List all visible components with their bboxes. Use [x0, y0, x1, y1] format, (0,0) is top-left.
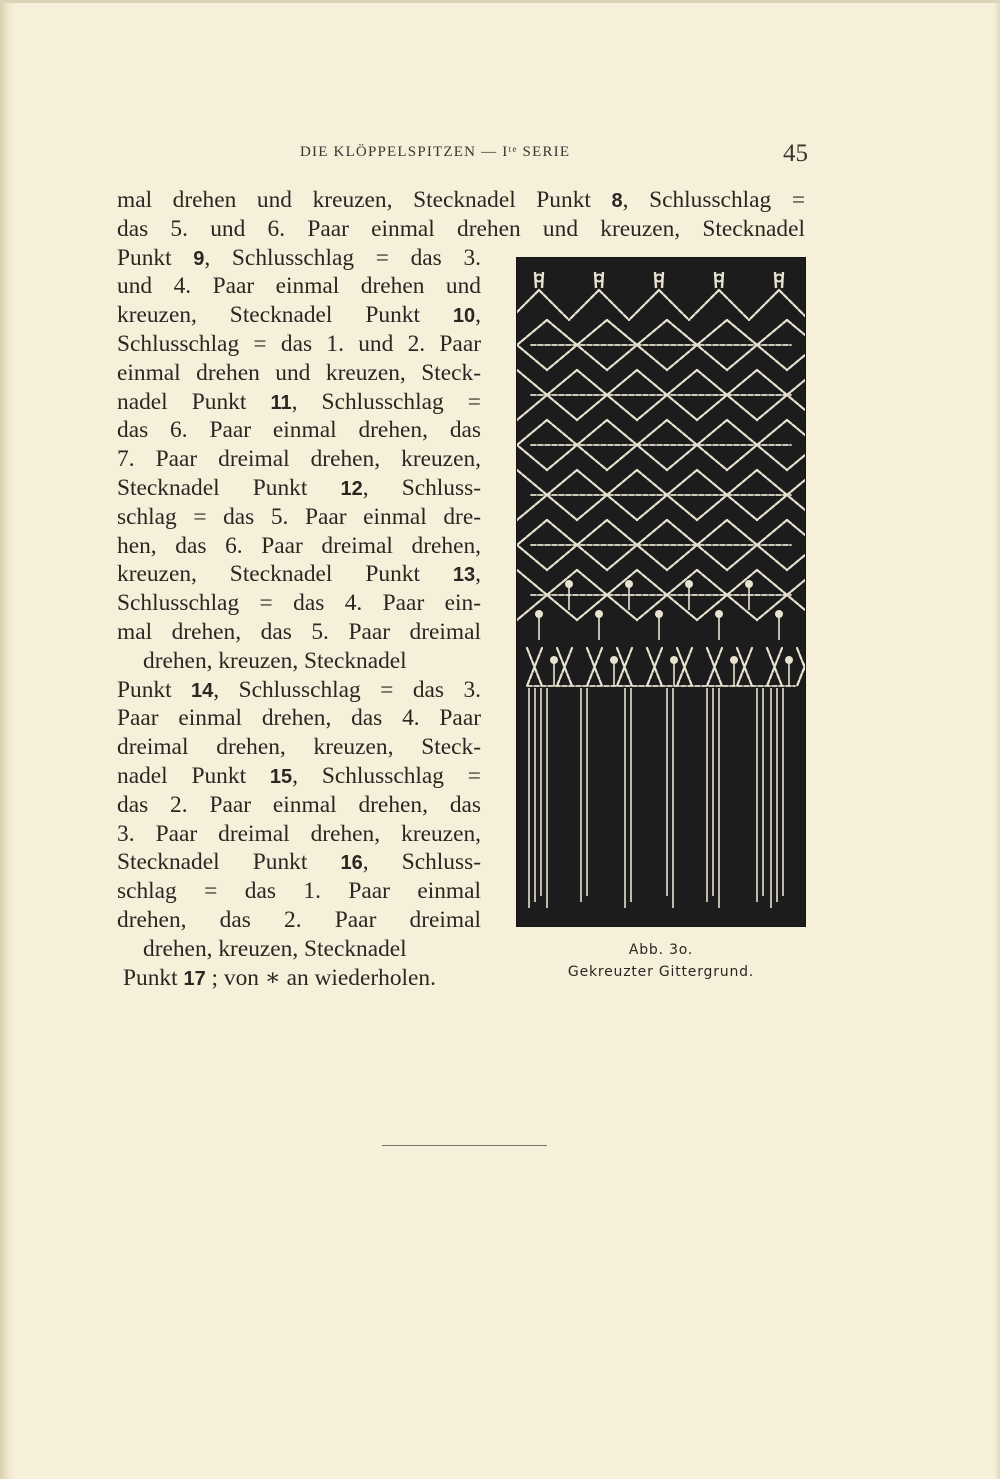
text-line: Stecknadel Punkt 12, Schluss-	[117, 474, 481, 501]
pin-head	[595, 610, 603, 618]
pin-head	[565, 580, 573, 588]
text-line: kreuzen, Stecknadel Punkt 10,	[117, 302, 481, 329]
text-line: schlag = das 5. Paar einmal dre-	[117, 503, 481, 530]
text-line: Punkt 9, Schlusschlag = das 3.	[117, 244, 481, 271]
pin-head	[625, 580, 633, 588]
lace-thread	[719, 290, 749, 320]
text-line: Punkt 14, Schlusschlag = das 3.	[117, 676, 481, 703]
text-line: kreuzen, Stecknadel Punkt 13,	[117, 561, 481, 588]
text-line: Schlusschlag = das 1. und 2. Paar	[117, 330, 481, 357]
running-title: DIE KLÖPPELSPITZEN — Iᵗᵉ SERIE	[300, 144, 571, 160]
lace-thread	[749, 290, 779, 320]
end-rule	[382, 1145, 547, 1146]
text-line: hen, das 6. Paar dreimal drehen,	[117, 532, 481, 559]
text-line: nadel Punkt 15, Schlusschlag =	[117, 762, 481, 789]
text-line: Paar einmal drehen, das 4. Paar	[117, 705, 481, 732]
pin-head	[745, 580, 753, 588]
page-gutter-shadow	[0, 0, 14, 1479]
lace-thread	[569, 290, 599, 320]
figure-caption: Gekreuzter Gittergrund.	[567, 964, 755, 980]
lace-thread	[539, 290, 569, 320]
text-line: Stecknadel Punkt 16, Schluss-	[117, 849, 481, 876]
page-edge	[994, 0, 1000, 1479]
point-number: 17	[183, 967, 206, 990]
lace-thread	[659, 290, 689, 320]
lace-thread	[629, 290, 659, 320]
text-line: nadel Punkt 11, Schlusschlag =	[117, 388, 481, 415]
pin-head	[715, 610, 723, 618]
pin-head	[685, 580, 693, 588]
lace-thread	[797, 648, 805, 686]
text-line: drehen, kreuzen, Stecknadel	[143, 935, 407, 962]
point-number: 13	[452, 564, 476, 587]
text-line: Schlusschlag = das 4. Paar ein-	[117, 590, 481, 617]
text-line: und 4. Paar einmal drehen und	[117, 273, 481, 300]
pin-head	[550, 656, 558, 664]
figure-label: Abb. 3o.	[628, 942, 694, 958]
text-line: einmal drehen und kreuzen, Steck-	[117, 359, 481, 386]
text-line: mal drehen und kreuzen, Stecknadel Punkt 8, Schlusschlag =	[117, 187, 806, 213]
pin-head	[730, 656, 738, 664]
text-line: das 2. Paar einmal drehen, das	[117, 791, 481, 818]
text-line: mal drehen, das 5. Paar dreimal	[117, 618, 481, 645]
lace-thread	[779, 290, 805, 320]
running-head	[118, 140, 808, 170]
text-line: das 5. und 6. Paar einmal drehen und kreuzen, Stecknadel	[117, 215, 805, 242]
lace-illustration	[517, 258, 805, 926]
lace-thread	[689, 290, 719, 320]
point-number: 14	[191, 679, 214, 702]
point-number: 15	[269, 765, 293, 788]
text-line: dreimal drehen, kreuzen, Steck-	[117, 734, 481, 761]
lace-thread	[599, 290, 629, 320]
pin-head	[535, 610, 543, 618]
text-line: schlag = das 1. Paar einmal	[117, 878, 481, 905]
text-line: 3. Paar dreimal drehen, kreuzen,	[117, 820, 481, 847]
point-number: 9	[193, 247, 205, 270]
text-line: drehen, das 2. Paar dreimal	[117, 906, 481, 933]
text-line: das 6. Paar einmal drehen, das	[117, 417, 481, 444]
pin-head	[785, 656, 793, 664]
lace-pattern-drawing	[517, 258, 805, 926]
point-number: 11	[270, 391, 292, 414]
point-number: 8	[611, 190, 623, 212]
lace-thread	[517, 290, 539, 320]
pin-head	[775, 610, 783, 618]
point-number: 10	[452, 305, 476, 328]
pin-head	[655, 610, 663, 618]
pin-head	[610, 656, 618, 664]
text-line: Punkt 17 ; von ∗ an wiederholen.	[123, 964, 436, 991]
page-top-edge	[0, 0, 1000, 3]
page-number: 45	[783, 140, 808, 167]
point-number: 16	[340, 852, 363, 875]
text-line: drehen, kreuzen, Stecknadel	[143, 647, 407, 674]
point-number: 12	[340, 477, 363, 500]
text-line: 7. Paar dreimal drehen, kreuzen,	[117, 446, 481, 473]
pin-head	[670, 656, 678, 664]
